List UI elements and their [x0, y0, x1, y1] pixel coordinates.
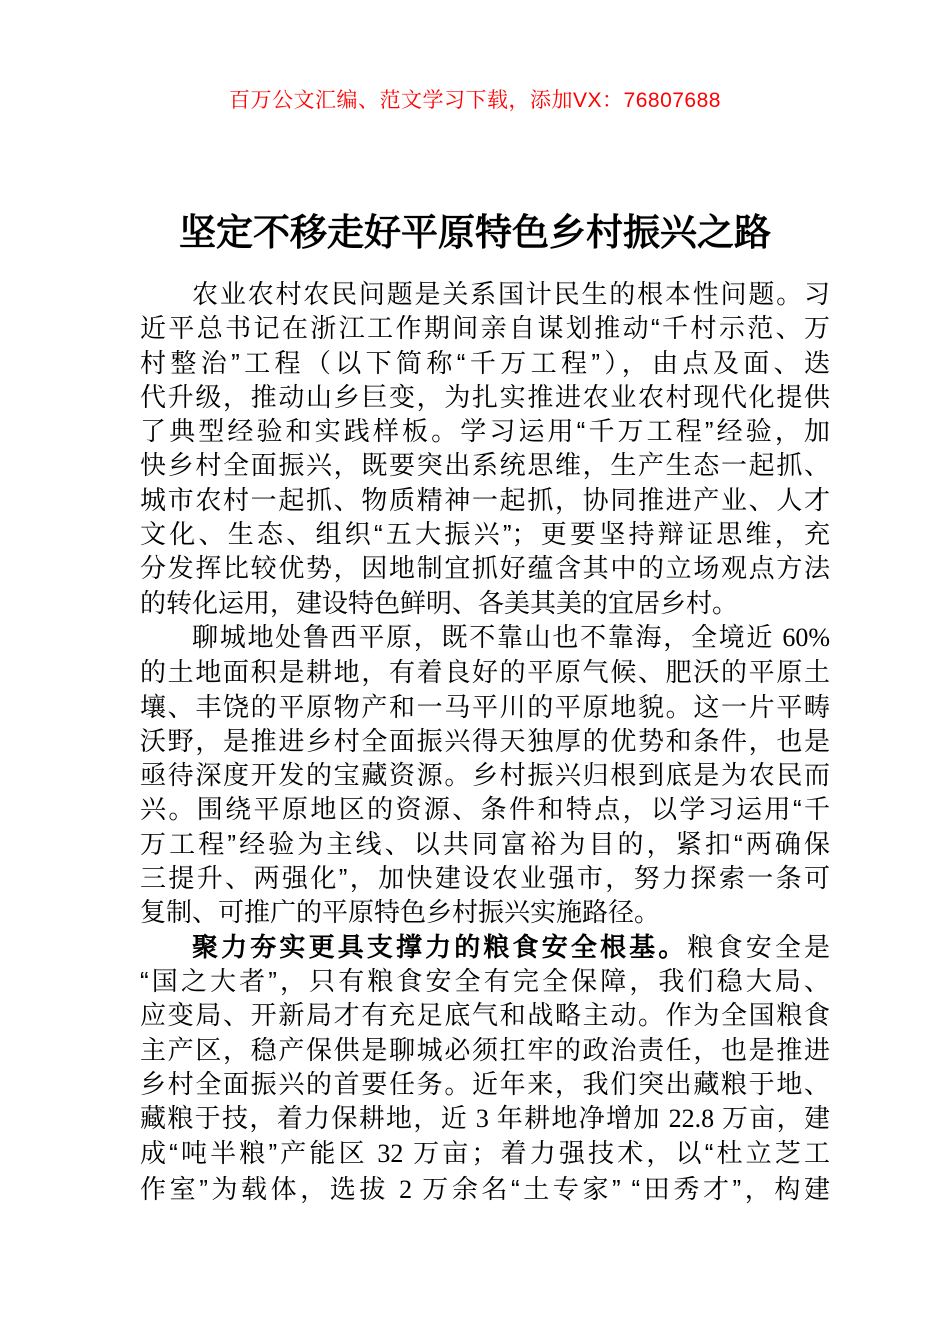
- text-line: [140, 998, 830, 1032]
- text-line: [140, 964, 830, 998]
- text-line: [140, 620, 830, 655]
- text-line: [140, 483, 830, 517]
- text-run: 藏粮于技，着力保耕地，近: [140, 1103, 469, 1134]
- text-run: 村整治”工程（以下简称“千万工程”），由点及面、迭: [140, 347, 830, 378]
- text-run: 亟待深度开发的宝藏资源。乡村振兴归根到底是为农民而: [140, 760, 830, 791]
- text-run: 复制、可推广的平原特色乡村振兴实施路径。: [140, 897, 661, 928]
- text-run: 分发挥比较优势，因地制宜抓好蕴含其中的立场观点方法: [140, 553, 830, 584]
- number-run: 32: [367, 1139, 414, 1169]
- text-run: 三提升、两强化”，加快建设农业强市，努力探索一条可: [140, 863, 830, 894]
- text-run: 壤、丰饶的平原物产和一马平川的平原地貌。这一片平畴: [140, 691, 830, 722]
- promo-notice: 百万公文汇编、范文学习下载，添加VX：76807688: [229, 89, 721, 112]
- number-run: 22.8: [660, 1104, 722, 1134]
- paragraph: [140, 930, 830, 1207]
- text-run: 万亩，建: [721, 1103, 830, 1134]
- text-line: [140, 724, 830, 758]
- text-line: [140, 551, 830, 585]
- text-line: [140, 1136, 830, 1171]
- number-run: 2: [389, 1174, 423, 1204]
- document-title: 坚定不移走好平原特色乡村振兴之路: [179, 211, 771, 253]
- text-line: [140, 448, 830, 482]
- text-line: [140, 792, 830, 826]
- text-run: 万工程”经验为主线、以共同富裕为目的，紧扣“两确保: [140, 828, 830, 859]
- text-run: 快乡村全面振兴，既要突出系统思维，生产生态一起抓、: [140, 450, 830, 481]
- text-line: [140, 690, 830, 724]
- text-run: “国之大者”，只有粮食安全有完全保障，我们稳大局、: [140, 965, 830, 996]
- text-run: 粮食安全是: [687, 931, 830, 962]
- bold-run: 聚力夯实更具支撑力的粮食安全根基。: [192, 931, 688, 962]
- text-line: [140, 1067, 830, 1101]
- text-line: [140, 346, 830, 380]
- text-line: [140, 655, 830, 689]
- text-run: 沃野，是推进乡村全面振兴得天独厚的优势和条件，也是: [140, 725, 830, 756]
- text-run: 乡村全面振兴的首要任务。近年来，我们突出藏粮于地、: [140, 1068, 830, 1099]
- text-run: 城市农村一起抓、物质精神一起抓，协同推进产业、人才: [140, 484, 830, 515]
- text-run: 的土地面积是耕地，有着良好的平原气候、肥沃的平原土: [140, 657, 830, 688]
- text-run: 农业农村农民问题是关系国计民生的根本性问题。习: [192, 279, 830, 309]
- text-run: 主产区，稳产保供是聊城必须扛牢的政治责任，也是推进: [140, 1034, 830, 1065]
- number-run: 60%: [774, 622, 830, 652]
- number-run: 3: [468, 1104, 497, 1134]
- text-line: [140, 895, 830, 929]
- text-run: 成“吨半粮”产能区: [140, 1138, 368, 1169]
- document-body: [140, 277, 830, 1207]
- text-run: 的转化运用，建设特色鲜明、各美其美的宜居乡村。: [140, 587, 739, 618]
- text-line: [140, 380, 830, 414]
- text-line: [140, 414, 830, 448]
- text-line: [140, 1033, 830, 1067]
- paragraph: [140, 277, 830, 620]
- text-line: [140, 586, 830, 620]
- text-run: 聊城地处鲁西平原，既不靠山也不靠海，全境近: [192, 621, 775, 652]
- text-line: [140, 311, 830, 345]
- text-line: [140, 758, 830, 792]
- text-line: [140, 827, 830, 861]
- text-run: 应变局、开新局才有充足底气和战略主动。作为全国粮食: [140, 1000, 830, 1031]
- text-run: 万亩；着力强技术，以“杜立芝工: [413, 1138, 830, 1169]
- text-run: 了典型经验和实践样板。学习运用“千万工程”经验，加: [140, 416, 830, 447]
- text-run: 文化、生态、组织“五大振兴”；更要坚持辩证思维，充: [140, 519, 830, 550]
- text-line: [140, 1101, 830, 1136]
- text-line: [140, 861, 830, 895]
- paragraph: [140, 620, 830, 930]
- text-run: 年耕地净增加: [496, 1103, 661, 1134]
- text-run: 近平总书记在浙江工作期间亲自谋划推动“千村示范、万: [140, 313, 830, 344]
- text-run: 作室”为载体，选拔: [140, 1173, 390, 1204]
- text-run: 万余名“土专家” “田秀才”，构建: [422, 1173, 830, 1204]
- text-run: 代升级，推动山乡巨变，为扎实推进农业农村现代化提供: [140, 381, 830, 412]
- text-line: [140, 517, 830, 551]
- text-line: [140, 277, 830, 311]
- text-line: [140, 1172, 830, 1207]
- text-run: 兴。围绕平原地区的资源、条件和特点，以学习运用“千: [140, 794, 830, 825]
- text-line: [140, 930, 830, 964]
